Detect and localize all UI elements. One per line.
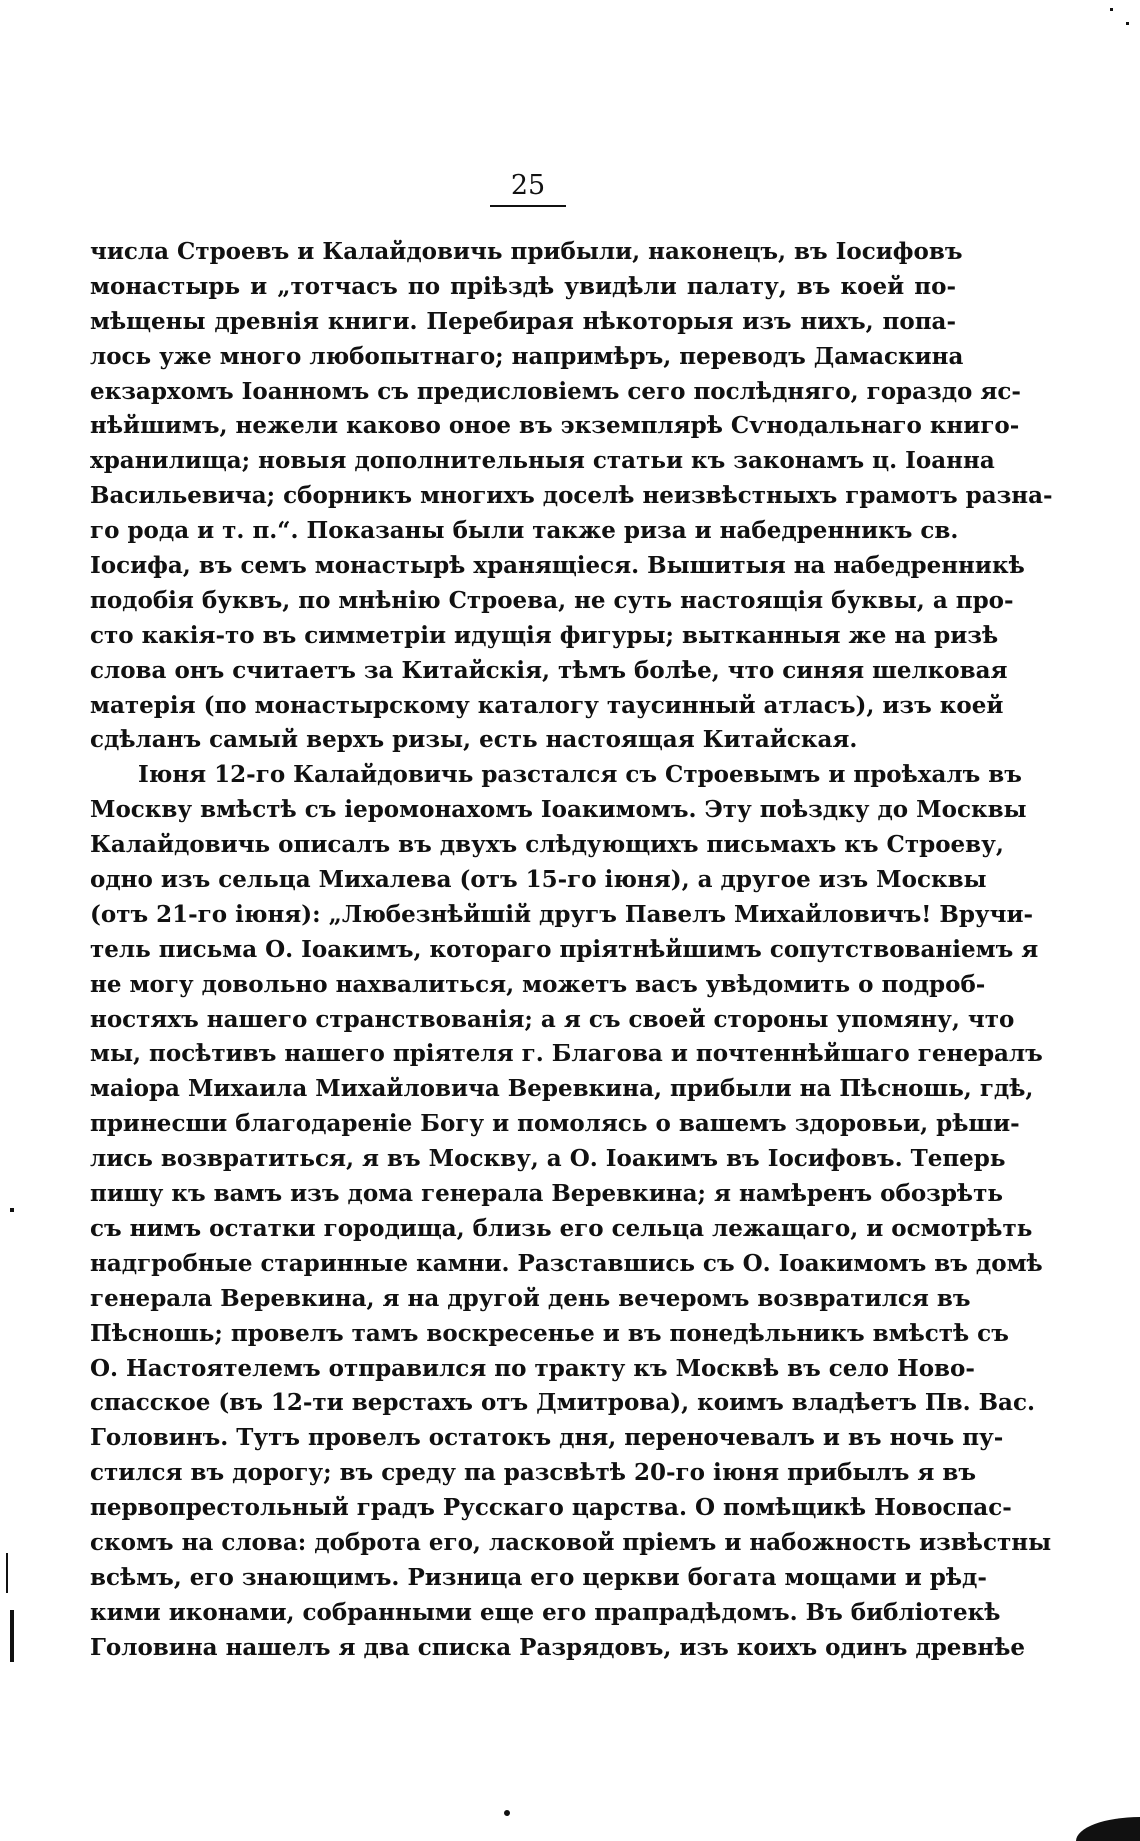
scan-dot <box>1110 8 1113 11</box>
text-line: мы, посѣтивъ нашего пріятеля г. Благова и почтеннѣйшаго генералъ <box>90 1040 1043 1068</box>
text-line: первопрестольный градъ Русскаго царства. О помѣщикѣ Новоспас- <box>90 1494 1012 1522</box>
margin-line <box>6 1553 8 1593</box>
text-line: Головинъ. Тутъ провелъ остатокъ дня, переночевалъ и въ ночь пу- <box>90 1424 1004 1452</box>
scan-dot <box>1126 22 1129 25</box>
text-line: Пѣсношь; провелъ тамъ воскресенье и въ понедѣльникъ вмѣстѣ съ <box>90 1319 1009 1347</box>
text-line: Калайдовичь описалъ въ двухъ слѣдующихъ письмахъ къ Строеву, <box>90 831 1004 859</box>
scan-dot <box>10 1208 14 1212</box>
text-line: слова онъ считаетъ за Китайскія, тѣмъ болѣе, что синяя шелковая <box>90 656 1008 684</box>
text-line: одно изъ сельца Михалева (отъ 15-го іюня), а другое изъ Москвы <box>90 866 987 894</box>
text-line: спасское (въ 12-ти верстахъ отъ Дмитрова), коимъ владѣетъ Пв. Вас. <box>90 1389 1035 1417</box>
text-line: О. Настоятелемъ отправился по тракту къ Москвѣ въ село Ново- <box>90 1354 975 1382</box>
text-line: (отъ 21-го іюня): „Любезнѣйшій другъ Павелъ Михайловичъ! Вручи- <box>90 900 1034 928</box>
text-line: скомъ на слова: доброта его, ласковой пріемъ и набожность извѣстны <box>90 1528 1052 1556</box>
text-line: матерія (по монастырскому каталогу таусинный атласъ), изъ коей <box>90 691 1004 719</box>
text-line: екзархомъ Іоанномъ съ предисловіемъ сего послѣдняго, гораздо яс- <box>90 377 1021 405</box>
text-line: всѣмъ, его знающимъ. Ризница его церкви богата мощами и рѣд- <box>90 1563 987 1591</box>
text-line: лось уже много любопытнаго; напримѣръ, переводъ Дамаскина <box>90 342 964 370</box>
scan-dot <box>504 1810 510 1816</box>
margin-line <box>10 1610 14 1662</box>
page-number-rule <box>490 205 566 207</box>
text-line: Іосифа, въ семъ монастырѣ хранящіеся. Вышитыя на набедренникѣ <box>90 552 1025 580</box>
text-line: стился въ дорогу; въ среду па разсвѣтѣ 20-го іюня прибылъ я въ <box>90 1459 976 1487</box>
body-text <box>90 235 1053 1666</box>
text-line: маіора Михаила Михайловича Веревкина, прибыли на Пѣсношь, гдѣ, <box>90 1075 1034 1103</box>
text-line: лись возвратиться, я въ Москву, а О. Іоакимъ въ Іосифовъ. Теперь <box>90 1145 1006 1173</box>
text-line: надгробные старинные камни. Разставшись съ О. Іоакимомъ въ домѣ <box>90 1249 1043 1277</box>
text-line: хранилища; новыя дополнительныя статьи къ законамъ ц. Іоанна <box>90 447 995 475</box>
text-line: подобія буквъ, по мнѣнію Строева, не суть настоящія буквы, а про- <box>90 586 1014 614</box>
text-line: генерала Веревкина, я на другой день вечеромъ возвратился въ <box>90 1284 971 1312</box>
text-line: нѣйшимъ, нежели каково оное въ экземплярѣ Сѵнодальнаго книго- <box>90 412 1020 440</box>
page-number: 25 <box>510 170 546 201</box>
text-line: не могу довольно нахвалиться, можетъ васъ увѣдомить о подроб- <box>90 970 986 998</box>
text-line: Іюня 12-го Калайдовичь разстался съ Строевымъ и проѣхалъ въ <box>138 761 1022 789</box>
text-line: ностяхъ нашего странствованія; а я съ своей стороны упомяну, что <box>90 1005 1015 1033</box>
text-line: Головина нашелъ я два списка Разрядовъ, изъ коихъ одинъ древнѣе <box>90 1633 1026 1661</box>
text-line: кими иконами, собранными еще его прапрадѣдомъ. Въ библіотекѣ <box>90 1598 1001 1626</box>
text-line: Васильевича; сборникъ многихъ доселѣ неизвѣстныхъ грамотъ разна- <box>90 482 1053 510</box>
text-line: Москву вмѣстѣ съ іеромонахомъ Іоакимомъ. Эту поѣздку до Москвы <box>90 796 1027 824</box>
text-line: монастырь и „тотчасъ по пріѣздѣ увидѣли палату, въ коей по- <box>90 272 956 300</box>
corner-scan-mark <box>1076 1817 1140 1841</box>
text-line: принесши благодареніе Богу и помолясь о вашемъ здоровьи, рѣши- <box>90 1110 1020 1138</box>
text-line: сто какія-то въ симметріи идущія фигуры; вытканныя же на ризѣ <box>90 621 999 649</box>
text-line: тель письма О. Іоакимъ, котораго пріятнѣйшимъ сопутствованіемъ я <box>90 935 1039 963</box>
text-line: го рода и т. п.“. Показаны были также риза и набедренникъ св. <box>90 517 959 545</box>
text-line: мѣщены древнія книги. Перебирая нѣкоторыя изъ нихъ, попа- <box>90 307 956 335</box>
text-line: сдѣланъ самый верхъ ризы, есть настоящая Китайская. <box>90 726 858 754</box>
text-line: числа Строевъ и Калайдовичь прибыли, наконецъ, въ Іосифовъ <box>90 238 963 265</box>
text-line: пишу къ вамъ изъ дома генерала Веревкина; я намѣренъ обозрѣть <box>90 1180 1003 1208</box>
text-line: съ нимъ остатки городища, близь его сельца лежащаго, и осмотрѣть <box>90 1214 1033 1242</box>
